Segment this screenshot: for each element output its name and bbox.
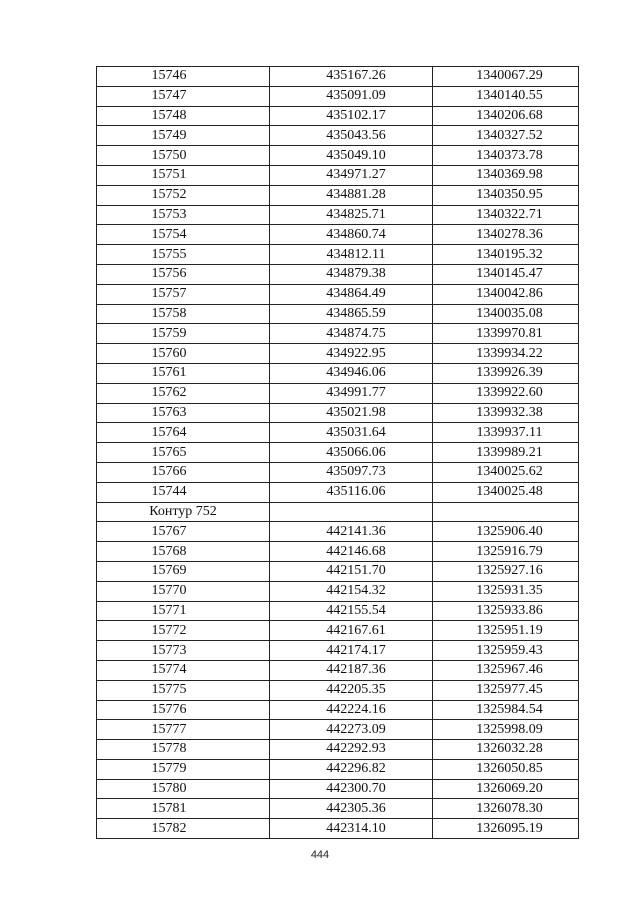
table-row <box>97 86 579 106</box>
table-row <box>97 205 579 225</box>
y-coordinate-cell: 1340369.98 <box>433 165 579 185</box>
x-coordinate-cell: 435066.06 <box>270 443 433 463</box>
point-number-cell: 15765 <box>97 443 270 463</box>
y-coordinate-cell: 1325998.09 <box>433 720 579 740</box>
point-number-cell: 15780 <box>97 779 270 799</box>
x-coordinate-cell: 442151.70 <box>270 561 433 581</box>
y-coordinate-cell: 1340067.29 <box>433 67 579 87</box>
table-row <box>97 680 579 700</box>
contour-label: Контур 752 <box>97 502 270 522</box>
point-number-cell: 15752 <box>97 185 270 205</box>
point-number-cell: 15776 <box>97 700 270 720</box>
point-number-cell: 15769 <box>97 561 270 581</box>
x-coordinate-cell: 442174.17 <box>270 641 433 661</box>
point-number-cell: 15758 <box>97 304 270 324</box>
point-number-cell: 15755 <box>97 245 270 265</box>
table-row <box>97 383 579 403</box>
contour-header-row <box>97 502 579 522</box>
y-coordinate-cell: 1339934.22 <box>433 344 579 364</box>
table-row <box>97 245 579 265</box>
x-coordinate-cell: 434946.06 <box>270 363 433 383</box>
x-coordinate-cell: 435043.56 <box>270 126 433 146</box>
point-number-cell: 15782 <box>97 819 270 839</box>
y-coordinate-cell: 1340025.48 <box>433 482 579 502</box>
point-number-cell: 15771 <box>97 601 270 621</box>
x-coordinate-cell: 435102.17 <box>270 106 433 126</box>
y-coordinate-cell: 1326032.28 <box>433 740 579 760</box>
table-row <box>97 284 579 304</box>
point-number-cell: 15781 <box>97 799 270 819</box>
x-coordinate-cell: 442300.70 <box>270 779 433 799</box>
x-coordinate-cell: 442155.54 <box>270 601 433 621</box>
table-row <box>97 641 579 661</box>
table-row <box>97 799 579 819</box>
table-row <box>97 324 579 344</box>
point-number-cell: 15760 <box>97 344 270 364</box>
point-number-cell: 15744 <box>97 482 270 502</box>
point-number-cell: 15764 <box>97 423 270 443</box>
table-row <box>97 423 579 443</box>
y-coordinate-cell: 1325916.79 <box>433 542 579 562</box>
y-coordinate-cell: 1340140.55 <box>433 86 579 106</box>
x-coordinate-cell: 442167.61 <box>270 621 433 641</box>
x-coordinate-cell: 442146.68 <box>270 542 433 562</box>
table-row <box>97 67 579 87</box>
x-coordinate-cell: 434991.77 <box>270 383 433 403</box>
point-number-cell: 15773 <box>97 641 270 661</box>
table-row <box>97 482 579 502</box>
x-coordinate-cell: 434971.27 <box>270 165 433 185</box>
table-row <box>97 720 579 740</box>
y-coordinate-cell: 1326095.19 <box>433 819 579 839</box>
point-number-cell: 15747 <box>97 86 270 106</box>
y-coordinate-cell: 1339937.11 <box>433 423 579 443</box>
table-row <box>97 561 579 581</box>
point-number-cell: 15761 <box>97 363 270 383</box>
point-number-cell: 15750 <box>97 146 270 166</box>
y-coordinate-cell: 1340350.95 <box>433 185 579 205</box>
table-row <box>97 660 579 680</box>
y-coordinate-cell: 1339922.60 <box>433 383 579 403</box>
point-number-cell: 15779 <box>97 759 270 779</box>
point-number-cell: 15763 <box>97 403 270 423</box>
table-row <box>97 700 579 720</box>
table-row <box>97 759 579 779</box>
table-row <box>97 740 579 760</box>
x-coordinate-cell: 434865.59 <box>270 304 433 324</box>
y-coordinate-cell: 1340025.62 <box>433 462 579 482</box>
y-coordinate-cell: 1326069.20 <box>433 779 579 799</box>
point-number-cell: 15749 <box>97 126 270 146</box>
x-coordinate-cell: 435116.06 <box>270 482 433 502</box>
x-coordinate-cell: 434825.71 <box>270 205 433 225</box>
y-coordinate-cell: 1326050.85 <box>433 759 579 779</box>
table-row <box>97 403 579 423</box>
table-row <box>97 462 579 482</box>
empty-cell <box>270 502 433 522</box>
y-coordinate-cell: 1340278.36 <box>433 225 579 245</box>
x-coordinate-cell: 434864.49 <box>270 284 433 304</box>
x-coordinate-cell: 442205.35 <box>270 680 433 700</box>
y-coordinate-cell: 1325984.54 <box>433 700 579 720</box>
y-coordinate-cell: 1326078.30 <box>433 799 579 819</box>
point-number-cell: 15774 <box>97 660 270 680</box>
y-coordinate-cell: 1325927.16 <box>433 561 579 581</box>
y-coordinate-cell: 1325933.86 <box>433 601 579 621</box>
coordinates-table-body <box>97 67 579 839</box>
x-coordinate-cell: 435021.98 <box>270 403 433 423</box>
x-coordinate-cell: 442273.09 <box>270 720 433 740</box>
x-coordinate-cell: 435097.73 <box>270 462 433 482</box>
point-number-cell: 15778 <box>97 740 270 760</box>
x-coordinate-cell: 442224.16 <box>270 700 433 720</box>
y-coordinate-cell: 1340145.47 <box>433 264 579 284</box>
y-coordinate-cell: 1325977.45 <box>433 680 579 700</box>
table-row <box>97 363 579 383</box>
x-coordinate-cell: 435091.09 <box>270 86 433 106</box>
table-row <box>97 779 579 799</box>
table-row <box>97 581 579 601</box>
y-coordinate-cell: 1339970.81 <box>433 324 579 344</box>
point-number-cell: 15770 <box>97 581 270 601</box>
table-row <box>97 621 579 641</box>
y-coordinate-cell: 1325967.46 <box>433 660 579 680</box>
table-row <box>97 225 579 245</box>
y-coordinate-cell: 1340042.86 <box>433 284 579 304</box>
y-coordinate-cell: 1325951.19 <box>433 621 579 641</box>
point-number-cell: 15757 <box>97 284 270 304</box>
y-coordinate-cell: 1340327.52 <box>433 126 579 146</box>
x-coordinate-cell: 434881.28 <box>270 185 433 205</box>
table-row <box>97 542 579 562</box>
point-number-cell: 15766 <box>97 462 270 482</box>
table-row <box>97 522 579 542</box>
y-coordinate-cell: 1340035.08 <box>433 304 579 324</box>
point-number-cell: 15775 <box>97 680 270 700</box>
y-coordinate-cell: 1340373.78 <box>433 146 579 166</box>
x-coordinate-cell: 442154.32 <box>270 581 433 601</box>
coordinates-sheet <box>96 66 578 839</box>
point-number-cell: 15753 <box>97 205 270 225</box>
x-coordinate-cell: 434874.75 <box>270 324 433 344</box>
point-number-cell: 15762 <box>97 383 270 403</box>
point-number-cell: 15751 <box>97 165 270 185</box>
x-coordinate-cell: 442305.36 <box>270 799 433 819</box>
x-coordinate-cell: 434879.38 <box>270 264 433 284</box>
table-row <box>97 304 579 324</box>
x-coordinate-cell: 442187.36 <box>270 660 433 680</box>
empty-cell <box>433 502 579 522</box>
y-coordinate-cell: 1325906.40 <box>433 522 579 542</box>
point-number-cell: 15756 <box>97 264 270 284</box>
y-coordinate-cell: 1339932.38 <box>433 403 579 423</box>
page-number: 444 <box>310 849 330 861</box>
x-coordinate-cell: 442296.82 <box>270 759 433 779</box>
table-row <box>97 106 579 126</box>
x-coordinate-cell: 434860.74 <box>270 225 433 245</box>
table-row <box>97 126 579 146</box>
y-coordinate-cell: 1339989.21 <box>433 443 579 463</box>
y-coordinate-cell: 1325959.43 <box>433 641 579 661</box>
table-row <box>97 165 579 185</box>
point-number-cell: 15768 <box>97 542 270 562</box>
y-coordinate-cell: 1340195.32 <box>433 245 579 265</box>
x-coordinate-cell: 434922.95 <box>270 344 433 364</box>
table-row <box>97 819 579 839</box>
table-row <box>97 185 579 205</box>
x-coordinate-cell: 435031.64 <box>270 423 433 443</box>
x-coordinate-cell: 435167.26 <box>270 67 433 87</box>
point-number-cell: 15777 <box>97 720 270 740</box>
point-number-cell: 15748 <box>97 106 270 126</box>
table-row <box>97 443 579 463</box>
table-row <box>97 601 579 621</box>
y-coordinate-cell: 1339926.39 <box>433 363 579 383</box>
point-number-cell: 15754 <box>97 225 270 245</box>
x-coordinate-cell: 434812.11 <box>270 245 433 265</box>
table-row <box>97 344 579 364</box>
point-number-cell: 15772 <box>97 621 270 641</box>
x-coordinate-cell: 442141.36 <box>270 522 433 542</box>
y-coordinate-cell: 1325931.35 <box>433 581 579 601</box>
coordinates-table <box>96 66 579 839</box>
y-coordinate-cell: 1340322.71 <box>433 205 579 225</box>
point-number-cell: 15759 <box>97 324 270 344</box>
table-row <box>97 146 579 166</box>
x-coordinate-cell: 442292.93 <box>270 740 433 760</box>
x-coordinate-cell: 435049.10 <box>270 146 433 166</box>
y-coordinate-cell: 1340206.68 <box>433 106 579 126</box>
x-coordinate-cell: 442314.10 <box>270 819 433 839</box>
point-number-cell: 15746 <box>97 67 270 87</box>
table-row <box>97 264 579 284</box>
point-number-cell: 15767 <box>97 522 270 542</box>
